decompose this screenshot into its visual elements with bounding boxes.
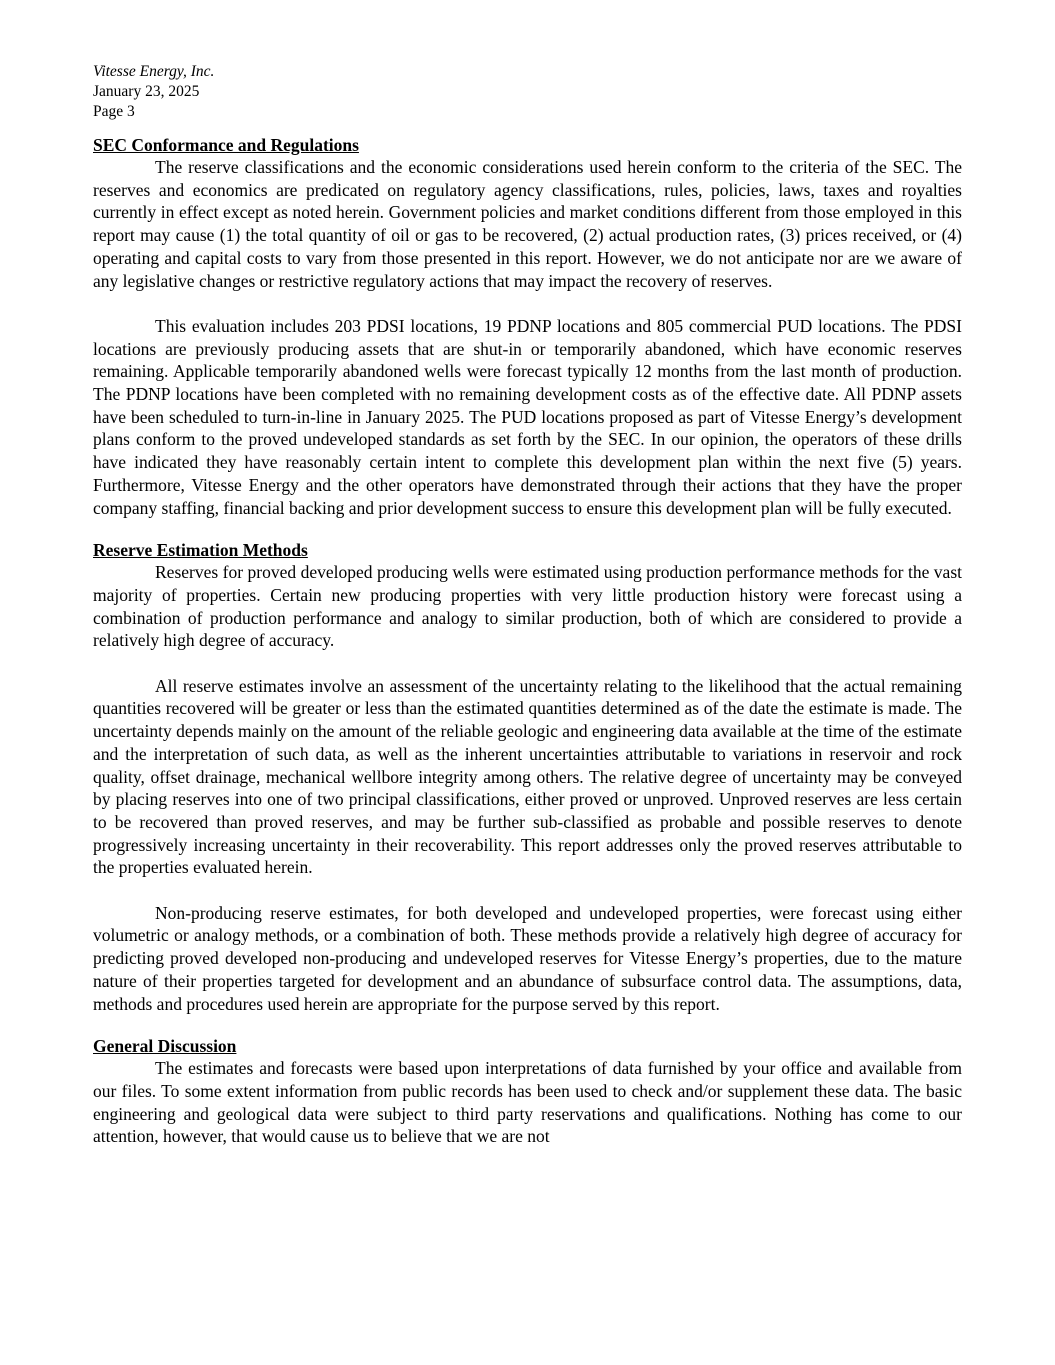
section-title-general-discussion: General Discussion: [93, 1036, 237, 1057]
paragraph-sec-2: This evaluation includes 203 PDSI locations, 19 PDNP locations and 805 commercial PUD locations. The PDSI locations are previously producing assets that are shut-in or temporarily abandoned, which have economic reserves remaining. Applicable temporarily abandoned wells were forecast typically 12 months from the last month of production. The PDNP locations have been completed with no remaining development costs as of the effective date. All PDNP assets have been scheduled to turn-in-line in January 2025. The PUD locations proposed as part of Vitesse Energy’s development plans conform to the proved undeveloped standards as set forth by the SEC. In our opinion, the operators of these drills have indicated they have reasonably certain intent to complete this development plan within the next five (5) years. Furthermore, Vitesse Energy and the other operators have demonstrated through their actions that they have the proper company staffing, financial backing and prior development success to ensure this development plan will be fully executed.: [93, 315, 962, 518]
paragraph-methods-3: Non-producing reserve estimates, for both developed and undeveloped properties, were forecast using either volumetric or analogy methods, or a combination of both. These methods provide a relatively high degree of accuracy for predicting proved developed non-producing and undeveloped reserves for Vitesse Energy’s properties, due to the mature nature of their properties targeted for development and an abundance of subsurface control data. The assumptions, data, methods and procedures used herein are appropriate for the purpose served by this report.: [93, 902, 962, 1014]
section-title-reserve-estimation-methods: Reserve Estimation Methods: [93, 540, 308, 561]
company-name: Vitesse Energy, Inc.: [93, 63, 215, 80]
section-general-discussion: [93, 1035, 962, 1148]
paragraph-sec-1: The reserve classifications and the economic considerations used herein conform to the criteria of the SEC. The reserves and economics are predicated on regulatory agency classifications, rules, policies, laws, taxes and royalties currently in effect except as noted herein. Government policies and market conditions different from those employed in this report may cause (1) the total quantity of oil or gas to be recovered, (2) actual production rates, (3) prices received, or (4) operating and capital costs to vary from those presented in this report. However, we do not anticipate nor are we aware of any legislative changes or restrictive regulatory actions that may impact the recovery of reserves.: [93, 157, 962, 291]
section-reserve-estimation-methods: [93, 539, 962, 1015]
letter-header: [93, 62, 962, 122]
paragraph-general-1: The estimates and forecasts were based upon interpretations of data furnished by your office and available from our files. To some extent information from public records has been used to check and/or supplement these data. The basic engineering and geological data were subject to third party reservations and qualifications. Nothing has come to our attention, however, that would cause us to believe that we are not: [93, 1058, 962, 1147]
paragraph-methods-1: Reserves for proved developed producing wells were estimated using production performance methods for the vast majority of properties. Certain new producing properties with very little production history were forecast using a combination of production performance and analogy to similar production, both of which are considered to provide a relatively high degree of accuracy.: [93, 562, 962, 651]
paragraph-methods-2: All reserve estimates involve an assessment of the uncertainty relating to the likelihood that the actual remaining quantities recovered will be greater or less than the estimated quantities determined as of the date the estimate is made. The uncertainty depends mainly on the amount of the reliable geologic and engineering data available at the time of the estimate and the interpretation of such data, as well as the inherent uncertainties attributable to variations in reservoir and rock quality, offset drainage, mechanical wellbore integrity among others. The relative degree of uncertainty may be conveyed by placing reserves into one of two principal classifications, either proved or unproved. Unproved reserves are less certain to be recovered than proved reserves, and may be further sub-classified as probable and possible reserves to denote progressively increasing uncertainty in their recoverability. This report addresses only the proved reserves attributable to the properties evaluated herein.: [93, 675, 962, 878]
section-title-sec-conformance: SEC Conformance and Regulations: [93, 135, 359, 155]
section-sec-conformance: [93, 134, 962, 519]
page-number: Page 3: [93, 103, 135, 120]
letter-date: January 23, 2025: [93, 83, 200, 100]
document-page: [93, 62, 962, 1148]
